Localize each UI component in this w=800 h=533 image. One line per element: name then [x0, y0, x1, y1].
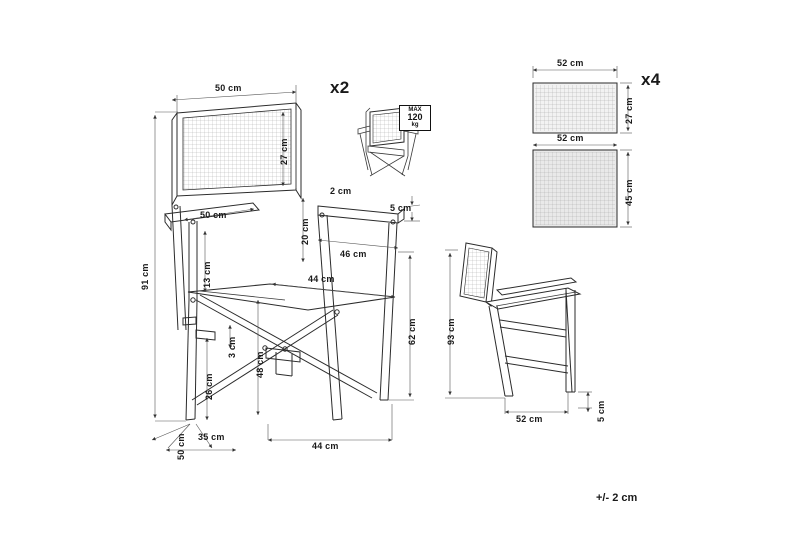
dim-backrest-fabric-height: 27 cm — [624, 97, 634, 124]
quantity-fabric-panels: x4 — [641, 70, 661, 89]
max-load-unit: kg — [411, 122, 419, 129]
dim-seat-width: 44 cm — [308, 274, 335, 284]
dim-crossbar-gap: 3 cm — [227, 336, 237, 358]
dim-armrest-depth: 50 cm — [200, 210, 227, 220]
dim-armrest-gap: 2 cm — [330, 186, 352, 196]
dim-backrest-fabric-width: 52 cm — [557, 58, 584, 68]
dim-side-total-height: 93 cm — [446, 318, 456, 345]
quantity-chairs: x2 — [330, 78, 350, 97]
max-load-label: MAX — [408, 107, 422, 113]
dim-seat-to-ground: 48 cm — [255, 351, 265, 378]
dim-seat-fabric-height: 45 cm — [624, 179, 634, 206]
dim-total-height: 91 cm — [140, 263, 150, 290]
dim-backrest-height: 27 cm — [279, 138, 289, 165]
dim-side-upper: 13 cm — [202, 261, 212, 288]
dim-armrest-length: 46 cm — [340, 249, 367, 259]
max-load-value: 120 — [407, 112, 423, 123]
tolerance-note: +/- 2 cm — [596, 492, 638, 504]
dim-seat-height-side: 62 cm — [407, 318, 417, 345]
dim-base-depth-inner: 35 cm — [198, 432, 225, 442]
dim-armrest-thickness: 5 cm — [390, 203, 412, 213]
dim-base-depth: 50 cm — [176, 433, 186, 460]
dim-backrest-to-seat: 20 cm — [300, 218, 310, 245]
dim-backrest-width: 50 cm — [215, 83, 242, 93]
max-load-badge — [399, 105, 431, 131]
dim-base-width: 44 cm — [312, 441, 339, 451]
dim-seat-fabric-width: 52 cm — [557, 133, 584, 143]
dim-lower-leg: 26 cm — [204, 373, 214, 400]
dim-side-depth: 52 cm — [516, 414, 543, 424]
dim-side-foot: 5 cm — [596, 400, 606, 422]
